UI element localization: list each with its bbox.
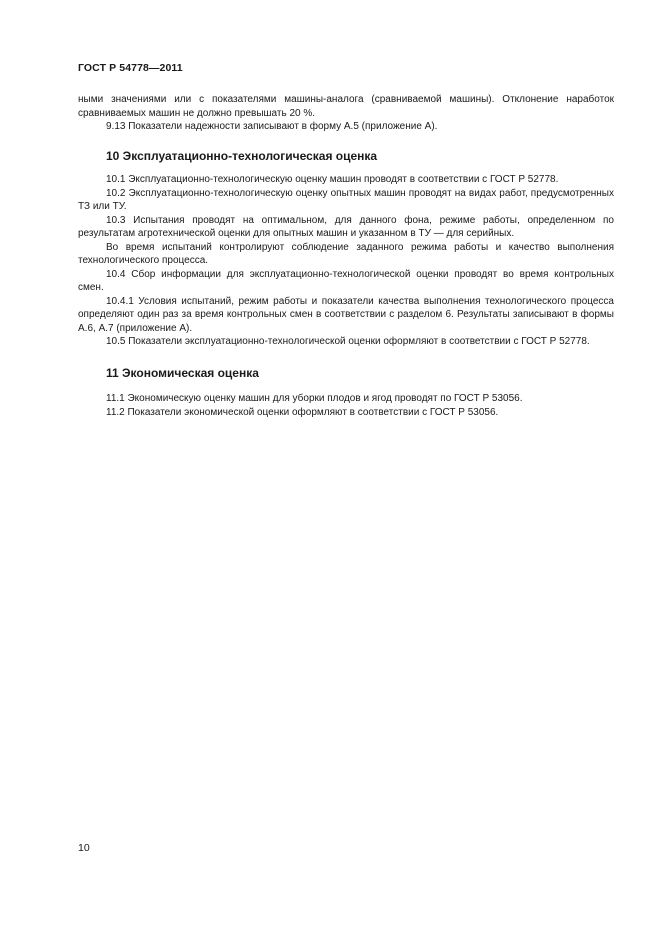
paragraph-10-3-control: Во время испытаний контролируют соблюдение заданного режима работы и качество выполнения технологического процесса. bbox=[78, 241, 614, 266]
paragraph-11-1: 11.1 Экономическую оценку машин для уборки плодов и ягод проводят по ГОСТ Р 53056. bbox=[106, 393, 523, 404]
section-11-heading: 11 Экономическая оценка bbox=[106, 365, 259, 380]
paragraph-10-4-1: 10.4.1 Условия испытаний, режим работы и показатели качества выполнения технологического процесса определяют один раз за время контрольных смен в соответствии с разделом 6. Результаты записывают в формы А.6, А.7 (приложение А). bbox=[78, 295, 614, 334]
page-number: 10 bbox=[78, 842, 90, 854]
paragraph-10-4: 10.4 Сбор информации для эксплуатационно-технологической оценки проводят во время контрольных смен. bbox=[78, 268, 614, 293]
paragraph-11-2: 11.2 Показатели экономической оценки оформляют в соответствии с ГОСТ Р 53056. bbox=[106, 406, 499, 418]
paragraph-10-3: 10.3 Испытания проводят на оптимальном, для данного фона, режиме работы, определенном по результатам агротехнической оценки для опытных машин и указанном в ТУ — для серийных. bbox=[78, 214, 614, 239]
document-id-header: ГОСТ Р 54778—2011 bbox=[78, 62, 183, 74]
paragraph-9-13: 9.13 Показатели надежности записывают в форму А.5 (приложение А). bbox=[106, 121, 438, 132]
paragraph-10-5: 10.5 Показатели эксплуатационно-технологической оценки оформляют в соответствии с ГОСТ Р 52778. bbox=[106, 336, 590, 347]
paragraph-10-2: 10.2 Эксплуатационно-технологическую оценку опытных машин проводят на видах работ, предусмотренных ТЗ или ТУ. bbox=[78, 187, 614, 212]
page-body bbox=[78, 93, 614, 419]
paragraph-10-1: 10.1 Эксплуатационно-технологическую оценку машин проводят в соответствии с ГОСТ Р 52778. bbox=[106, 174, 559, 185]
paragraph-continuation: ными значениями или с показателями машины-аналога (сравниваемой машины). Отклонение наработок сравниваемых машин не должно превышать 20 %. bbox=[78, 94, 614, 119]
section-10-heading: 10 Эксплуатационно-технологическая оценка bbox=[106, 148, 378, 163]
